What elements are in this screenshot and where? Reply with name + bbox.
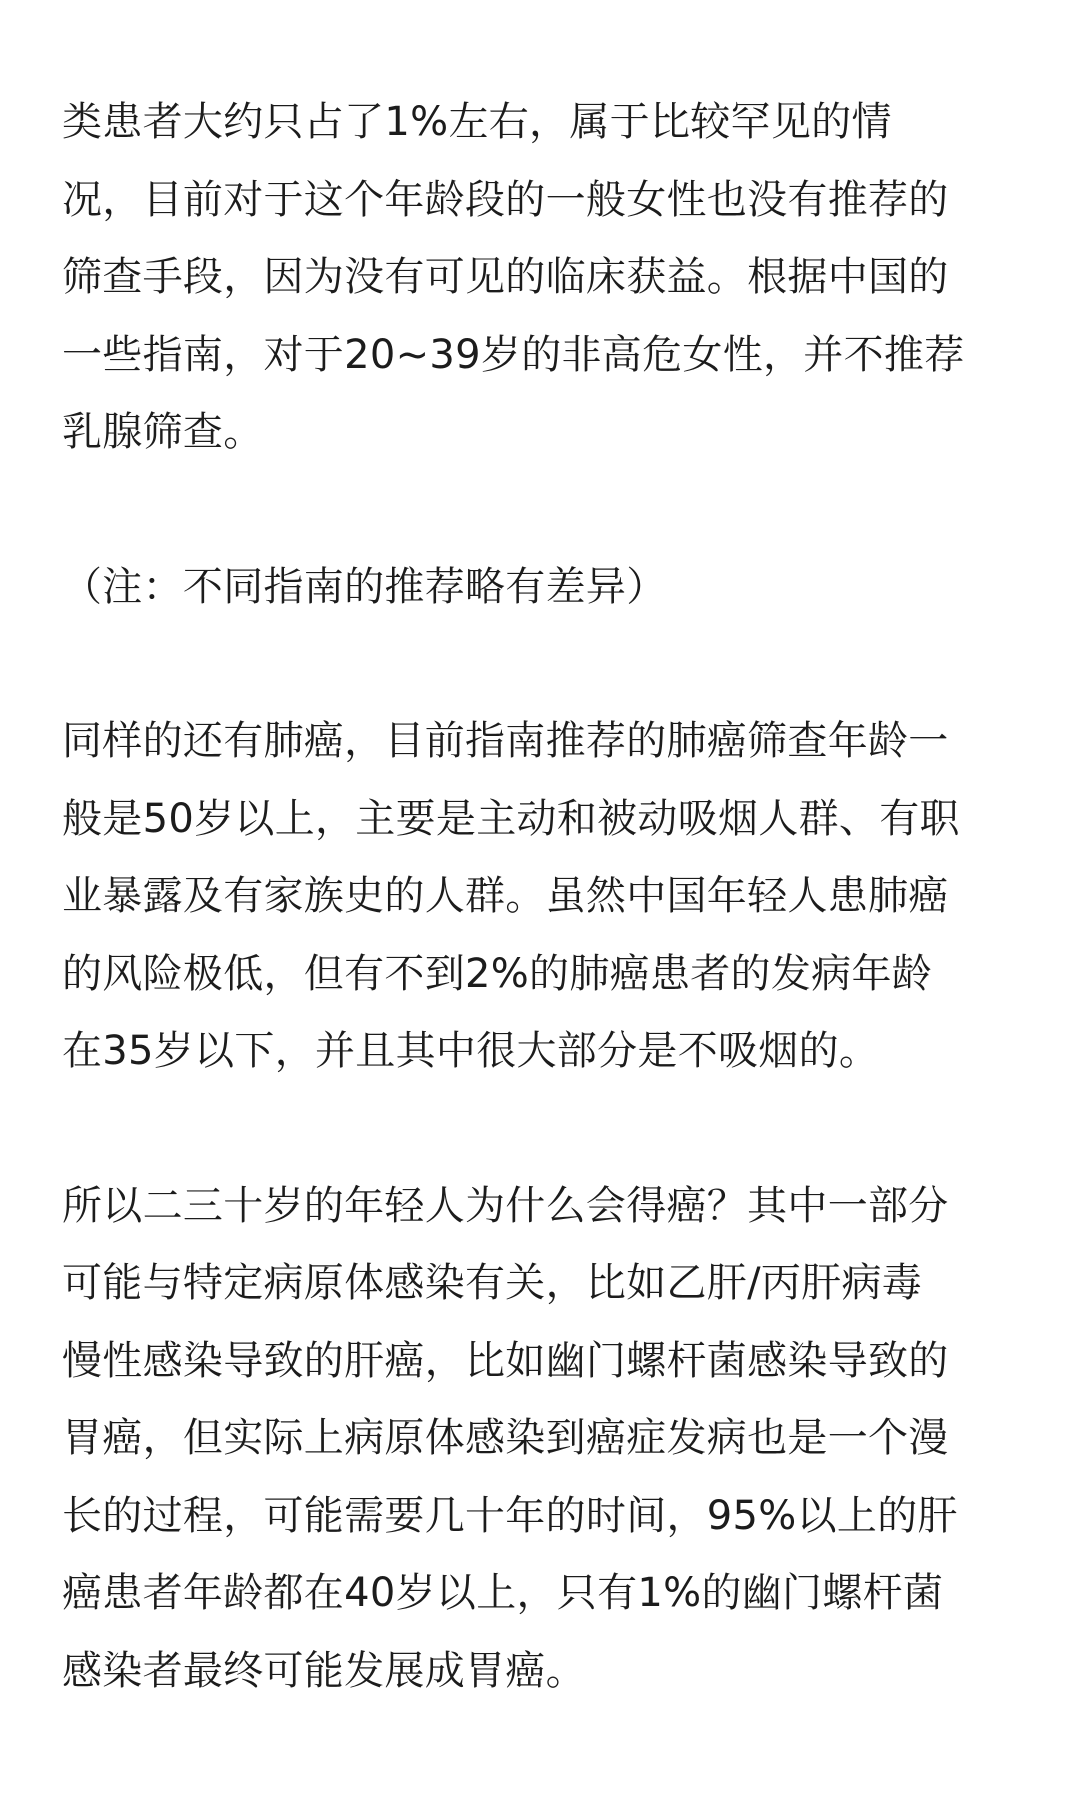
paragraph-guideline-note: （注：不同指南的推荐略有差异）	[62, 563, 667, 610]
paragraph-lung-cancer: 同样的还有肺癌，目前指南推荐的肺癌筛查年龄一 般是50岁以上，主要是主动和被动吸烟人群、有职 业暴露及有家族史的人群。虽然中国年轻人患肺癌 的风险极低，但有不到2%的肺癌患者的发病年龄 在35岁以下，并且其中很大部分是不吸烟的。	[62, 718, 960, 1074]
paragraph-young-cancer-causes: 所以二三十岁的年轻人为什么会得癌？其中一部分 可能与特定病原体感染有关，比如乙肝/丙肝病毒 慢性感染导致的肝癌，比如幽门螺杆菌感染导致的 胃癌，但实际上病原体感染到癌症发病也是一个漫 长的过程，可能需要几十年的时间，95%以上的肝 癌患者年龄都在40岁以上，只有1%的幽门螺杆菌 感染者最终可能发展成胃癌。	[62, 1182, 958, 1694]
paragraph-breast-screening: 类患者大约只占了1%左右，属于比较罕见的情 况，目前对于这个年龄段的一般女性也没有推荐的 筛查手段，因为没有可见的临床获益。根据中国的 一些指南，对于20~39岁的非高危女性，并不推荐 乳腺筛查。	[62, 99, 965, 455]
article-body	[62, 84, 1022, 1710]
